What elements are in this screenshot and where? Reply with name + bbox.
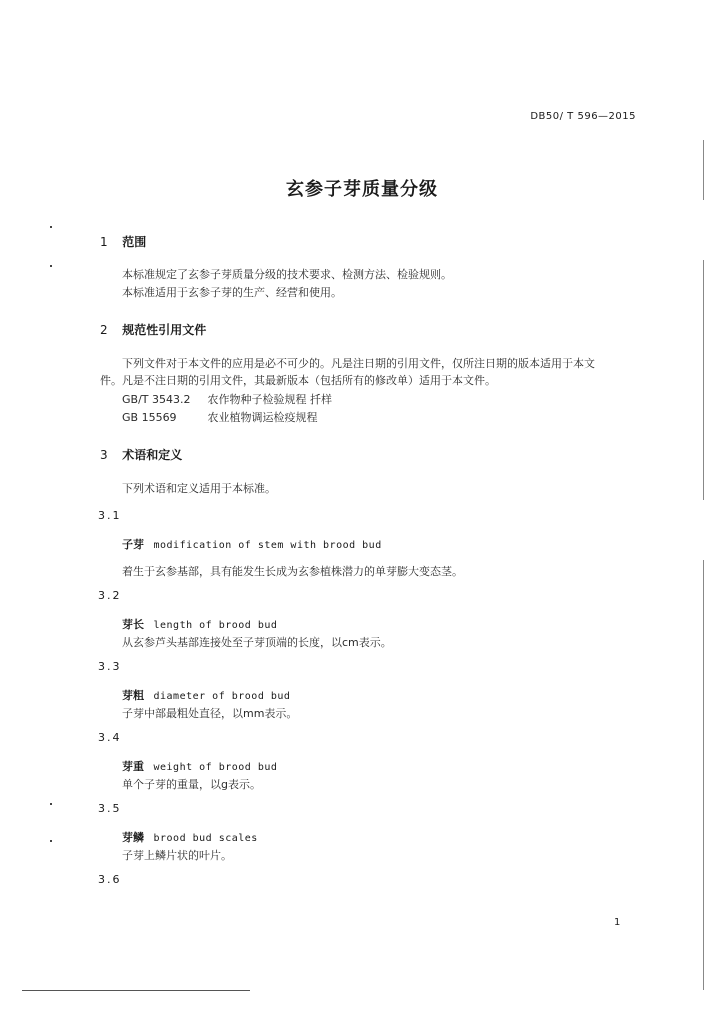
reference-title: 农作物种子检验规程 扦样 xyxy=(207,393,332,406)
term-number: 3.1 xyxy=(98,509,122,522)
section-heading-scope xyxy=(100,233,146,250)
section-number: 2 xyxy=(100,323,108,337)
document-title: 玄参子芽质量分级 xyxy=(286,179,438,200)
reference-item xyxy=(122,391,332,407)
reference-code: GB 15569 xyxy=(122,411,177,424)
term-en: brood bud scales xyxy=(153,833,258,844)
term-en: modification of stem with brood bud xyxy=(153,540,382,551)
term-entry xyxy=(122,616,277,632)
section-title: 范围 xyxy=(122,235,147,249)
term-definition: 单个子芽的重量，以g表示。 xyxy=(122,778,261,791)
page-number: 1 xyxy=(614,917,621,928)
reference-title: 农业植物调运检疫规程 xyxy=(207,411,318,424)
term-definition: 着生于玄参基部，具有能发生长成为玄参植株潜力的单芽膨大变态茎。 xyxy=(122,565,463,578)
scan-dot xyxy=(50,840,52,842)
term-en: weight of brood bud xyxy=(153,762,278,773)
term-entry xyxy=(122,687,290,703)
scan-dot xyxy=(50,226,52,228)
term-entry xyxy=(122,829,258,845)
scan-edge-mark xyxy=(703,140,704,200)
term-en: diameter of brood bud xyxy=(153,691,291,702)
reference-item xyxy=(122,409,318,425)
section-title: 术语和定义 xyxy=(122,448,183,462)
term-number: 3.3 xyxy=(98,660,122,673)
term-entry xyxy=(122,758,277,774)
terms-intro: 下列术语和定义适用于本标准。 xyxy=(122,482,276,495)
section-title: 规范性引用文件 xyxy=(122,323,207,337)
term-entry xyxy=(122,536,382,552)
scan-edge-mark xyxy=(703,560,704,990)
scope-line-2: 本标准适用于玄参子芽的生产、经营和使用。 xyxy=(122,286,342,299)
standard-code: DB50/ T 596—2015 xyxy=(530,111,636,122)
term-definition: 子芽中部最粗处直径，以mm表示。 xyxy=(122,707,298,720)
section-heading-terms xyxy=(100,446,182,463)
term-number: 3.2 xyxy=(98,589,122,602)
normative-intro-line-1: 下列文件对于本文件的应用是必不可少的。凡是注日期的引用文件，仅所注日期的版本适用于本文 xyxy=(122,357,595,370)
scan-dot xyxy=(50,803,52,805)
reference-code: GB/T 3543.2 xyxy=(122,393,191,406)
term-number: 3.5 xyxy=(98,802,122,815)
term-number: 3.6 xyxy=(98,873,122,886)
section-number: 3 xyxy=(100,448,108,462)
footer-rule xyxy=(22,990,250,991)
scope-line-1: 本标准规定了玄参子芽质量分级的技术要求、检测方法、检验规则。 xyxy=(122,268,452,281)
scan-edge-mark xyxy=(703,260,704,500)
term-zh: 芽粗 xyxy=(122,689,144,702)
section-heading-normative xyxy=(100,321,206,338)
term-zh: 子芽 xyxy=(122,538,144,551)
term-definition: 子芽上鳞片状的叶片。 xyxy=(122,849,232,862)
term-zh: 芽重 xyxy=(122,760,144,773)
term-definition: 从玄参芦头基部连接处至子芽顶端的长度，以cm表示。 xyxy=(122,636,392,649)
section-number: 1 xyxy=(100,235,108,249)
term-en: length of brood bud xyxy=(153,620,278,631)
scan-dot xyxy=(50,265,52,267)
term-zh: 芽长 xyxy=(122,618,144,631)
term-zh: 芽鳞 xyxy=(122,831,144,844)
normative-intro-line-2: 件。凡是不注日期的引用文件，其最新版本（包括所有的修改单）适用于本文件。 xyxy=(100,374,496,387)
term-number: 3.4 xyxy=(98,731,122,744)
